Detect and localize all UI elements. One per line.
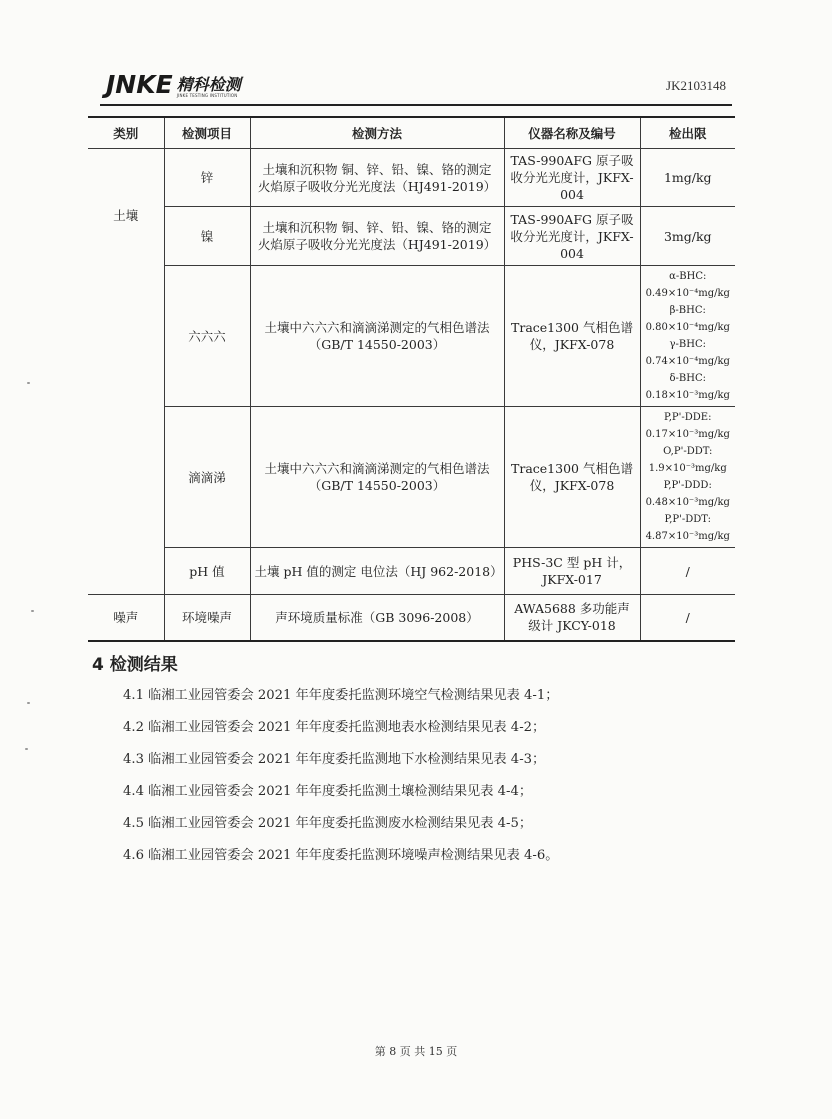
company-logo xyxy=(106,72,241,98)
item-cell: 滴滴涕 xyxy=(164,407,250,548)
list-item: 4.4 临湘工业园管委会 2021 年年度委托监测土壤检测结果见表 4-4； xyxy=(123,784,533,799)
page-header xyxy=(100,66,730,100)
table-row xyxy=(88,149,735,207)
list-item: 4.6 临湘工业园管委会 2021 年年度委托监测环境噪声检测结果见表 4-6。 xyxy=(123,848,559,863)
table-header-row xyxy=(88,117,735,149)
table-row xyxy=(88,207,735,266)
table-row xyxy=(88,595,735,641)
document-id: JK2103148 xyxy=(666,78,726,93)
item-cell: 六六六 xyxy=(164,266,250,407)
logo-chinese-name: 精科检测 xyxy=(176,75,241,94)
item-cell: 环境噪声 xyxy=(164,595,250,641)
item-cell: pH 值 xyxy=(164,548,250,595)
instrument-cell: PHS-3C 型 pH 计，JKFX-017 xyxy=(504,548,640,595)
method-cell: 土壤 pH 值的测定 电位法（HJ 962-2018） xyxy=(250,548,504,595)
instrument-cell: TAS-990AFG 原子吸收分光光度计，JKFX-004 xyxy=(504,149,640,207)
list-item: 4.3 临湘工业园管委会 2021 年年度委托监测地下水检测结果见表 4-3； xyxy=(123,752,546,767)
page-number: 第 8 页 共 15 页 xyxy=(374,1045,458,1058)
list-item: 4.1 临湘工业园管委会 2021 年年度委托监测环境空气检测结果见表 4-1； xyxy=(123,688,559,703)
scan-speck xyxy=(27,382,30,384)
method-cell: 土壤中六六六和滴滴涕测定的气相色谱法（GB/T 14550-2003） xyxy=(250,266,504,407)
limit-cell: 1mg/kg xyxy=(640,149,735,207)
instrument-cell: AWA5688 多功能声级计 JKCY-018 xyxy=(504,595,640,641)
item-cell: 镍 xyxy=(164,207,250,266)
header-category: 类别 xyxy=(88,117,164,149)
header-instrument: 仪器名称及编号 xyxy=(504,117,640,149)
instrument-cell: TAS-990AFG 原子吸收分光光度计，JKFX-004 xyxy=(504,207,640,266)
limit-cell: / xyxy=(640,548,735,595)
limit-cell: α-BHC: 0.49×10⁻⁴mg/kg β-BHC: 0.80×10⁻⁴mg/kg γ-BHC: 0.74×10⁻⁴mg/kg δ-BHC: 0.18×10⁻³mg/kg xyxy=(640,266,735,407)
category-cell: 噪声 xyxy=(88,595,164,641)
method-cell: 声环境质量标准（GB 3096-2008） xyxy=(250,595,504,641)
limit-cell: 3mg/kg xyxy=(640,207,735,266)
limit-cell: P,P'-DDE: 0.17×10⁻³mg/kg O,P'-DDT: 1.9×10⁻³mg/kg P,P'-DDD: 0.48×10⁻³mg/kg P,P'-DDT: 4.87×10⁻³mg/kg xyxy=(640,407,735,548)
section-title: 4 检测结果 xyxy=(92,655,178,675)
limit-cell: / xyxy=(640,595,735,641)
category-cell: 土壤 xyxy=(88,149,164,595)
header-limit: 检出限 xyxy=(640,117,735,149)
list-item: 4.5 临湘工业园管委会 2021 年年度委托监测废水检测结果见表 4-5； xyxy=(123,816,533,831)
instrument-cell: Trace1300 气相色谱仪，JKFX-078 xyxy=(504,266,640,407)
scan-speck xyxy=(25,748,28,750)
header-item: 检测项目 xyxy=(164,117,250,149)
list-item: 4.2 临湘工业园管委会 2021 年年度委托监测地表水检测结果见表 4-2； xyxy=(123,720,546,735)
method-cell: 土壤和沉积物 铜、锌、铅、镍、铬的测定 火焰原子吸收分光光度法（HJ491-2019） xyxy=(250,207,504,266)
instrument-cell: Trace1300 气相色谱仪，JKFX-078 xyxy=(504,407,640,548)
results-list xyxy=(123,686,558,878)
logo-subtitle: JINKE TESTING INSTITUTION xyxy=(176,93,238,98)
scan-speck xyxy=(31,610,34,612)
header-method: 检测方法 xyxy=(250,117,504,149)
method-cell: 土壤中六六六和滴滴涕测定的气相色谱法（GB/T 14550-2003） xyxy=(250,407,504,548)
item-cell: 锌 xyxy=(164,149,250,207)
logo-mark: JNKE xyxy=(106,70,173,99)
scan-speck xyxy=(27,702,30,704)
detection-methods-table xyxy=(88,116,735,642)
table-row xyxy=(88,407,735,548)
table-row xyxy=(88,266,735,407)
method-cell: 土壤和沉积物 铜、锌、铅、镍、铬的测定 火焰原子吸收分光光度法（HJ491-2019） xyxy=(250,149,504,207)
table-row xyxy=(88,548,735,595)
header-divider xyxy=(100,104,732,106)
